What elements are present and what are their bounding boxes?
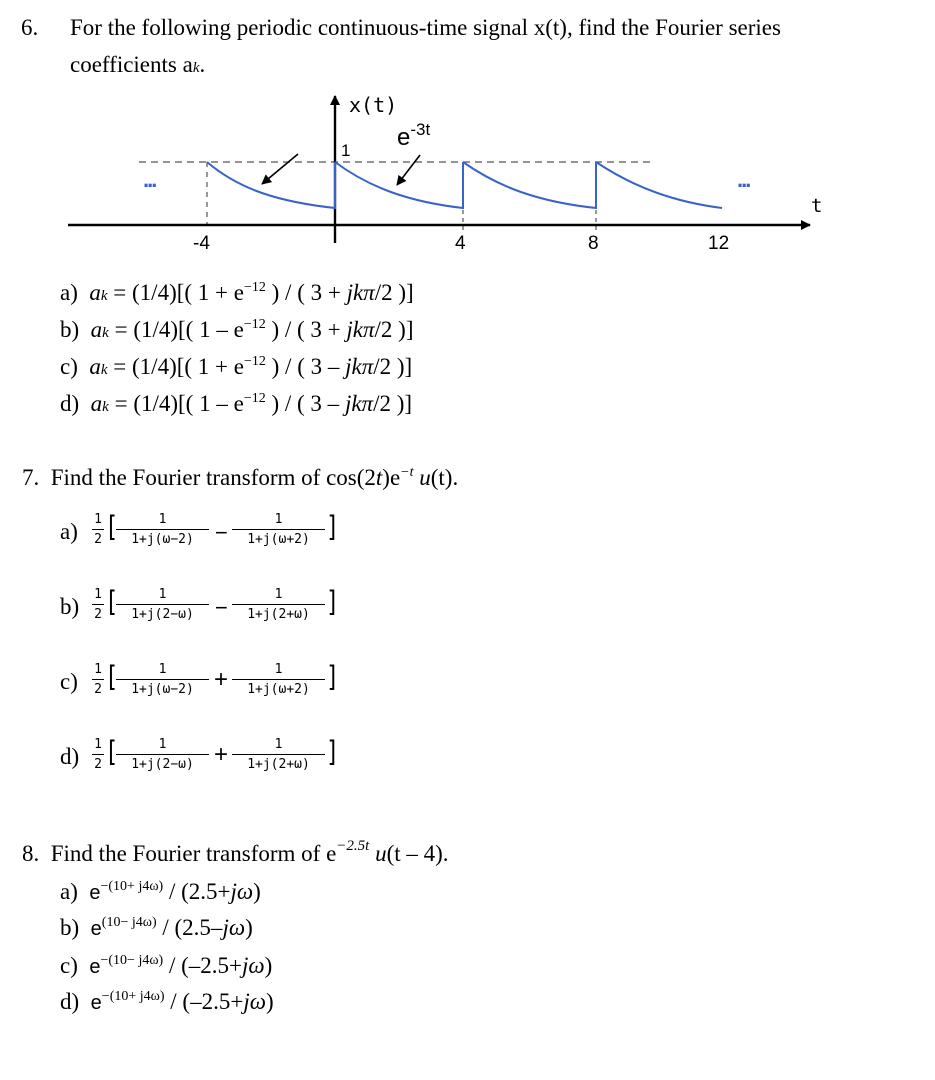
q7-option-c-letter: c) <box>60 669 78 694</box>
q6-signal-graph <box>0 90 935 260</box>
q7-title: 7. Find the Fourier transform of $\cos(2t)e^{-t}$ u(t). <box>22 465 459 490</box>
q7-option-a-rbracket: ] <box>326 511 340 544</box>
q7-option-b-frac1: 1 1+j(2−ω) <box>116 588 209 622</box>
q6-tick-minus4: -4 <box>193 233 210 254</box>
q7-option-b-op: − <box>215 595 228 620</box>
q8-option-b[interactable]: b) $e^{(10- j4\omega)} / (2.5-j\omega)$ <box>60 915 253 940</box>
q6-text-line2: coefficients ak. <box>70 52 206 77</box>
q7-option-d-lbracket: [ <box>105 736 119 769</box>
q7-option-b-rbracket: ] <box>326 586 340 619</box>
q7-option-c-rbracket: ] <box>326 661 340 694</box>
q6-option-b[interactable]: b) ak = (1/4)[( $1 - e^{-12}$ ) / ( 3 + jkπ/2 )] <box>60 317 414 342</box>
q6-option-d[interactable]: d) ak = (1/4)[( $1 - e^{-12}$ ) / ( 3 – jkπ/2 )] <box>60 391 413 416</box>
q8-option-c[interactable]: c) $e^{-(10- j4\omega)} / (-2.5+j\omega)$ <box>60 953 273 978</box>
q7-option-d-op: + <box>214 741 229 768</box>
q7-option-d[interactable] <box>60 735 360 795</box>
q7-option-d-frac1: 1 1+j(2−ω) <box>116 738 209 772</box>
q7-option-a-letter: a) <box>60 519 78 544</box>
q6-option-c[interactable]: c) ak = (1/4)[( $1 + e^{-12}$ ) / ( 3 – jkπ/2 )] <box>60 354 413 379</box>
q6-ellipsis-right: ... <box>737 167 750 192</box>
q7-option-b-lbracket: [ <box>105 586 119 619</box>
signal-period-2 <box>335 162 463 208</box>
q7-option-b-letter: b) <box>60 594 80 619</box>
q7-option-c-op: + <box>214 666 229 693</box>
signal-period-3 <box>463 162 596 208</box>
q7-option-d-letter: d) <box>60 744 80 769</box>
q6-curve-label: $e^{-3t}$ <box>397 120 431 151</box>
q6-tick-4: 4 <box>455 233 466 254</box>
q7-option-c-half: 1 2 <box>92 663 104 697</box>
q7-option-b-half: 1 2 <box>92 588 104 622</box>
q8-option-a[interactable]: a) $e^{-(10+ j4\omega)} / (2.5+j\omega)$ <box>60 879 261 904</box>
signal-period-1 <box>207 162 335 208</box>
q6-amplitude-label: 1 <box>341 141 351 160</box>
q6-tick-12: 12 <box>708 233 730 254</box>
q7-option-c-lbracket: [ <box>105 661 119 694</box>
q6-tick-8: 8 <box>588 233 599 254</box>
q8-option-d[interactable]: d) $e^{-(10+ j4\omega)} / (-2.5+j\omega)$ <box>60 989 274 1014</box>
q6-ellipsis-left: ... <box>143 167 156 192</box>
q7-option-a-half: 1 2 <box>92 513 104 547</box>
q7-option-d-half: 1 2 <box>92 738 104 772</box>
q7-option-a-frac2: 1 1+j(ω+2) <box>232 513 325 547</box>
q7-option-b[interactable] <box>60 585 360 645</box>
q7-option-c-frac2: 1 1+j(ω+2) <box>232 663 325 697</box>
q7-option-b-frac2: 1 1+j(2+ω) <box>232 588 325 622</box>
q6-option-a[interactable]: a) ak = (1/4)[( $1 + e^{-12}$ ) / ( 3 + jkπ/2 )] <box>60 280 414 305</box>
q6-number: 6. <box>21 15 39 40</box>
pointer-arrow-right <box>397 155 420 185</box>
q7-option-d-frac2: 1 1+j(2+ω) <box>232 738 325 772</box>
q7-option-a-lbracket: [ <box>105 511 119 544</box>
q7-option-c[interactable] <box>60 660 360 720</box>
signal-period-4 <box>596 162 722 208</box>
q8-title: 8. Find the Fourier transform of $e^{-2.5t}$ u(t – 4). <box>22 838 449 866</box>
q7-option-a-op: − <box>215 520 228 545</box>
q7-option-c-frac1: 1 1+j(ω−2) <box>116 663 209 697</box>
q6-y-label: x(t) <box>349 93 398 117</box>
pointer-arrow-left <box>262 154 298 184</box>
q7-option-a-frac1: 1 1+j(ω−2) <box>116 513 209 547</box>
q6-text-line1: For the following periodic continuous-time signal x(t), find the Fourier series <box>70 15 781 40</box>
q7-option-a[interactable] <box>60 510 360 570</box>
q6-x-label: t <box>811 195 823 217</box>
q7-option-d-rbracket: ] <box>326 736 340 769</box>
